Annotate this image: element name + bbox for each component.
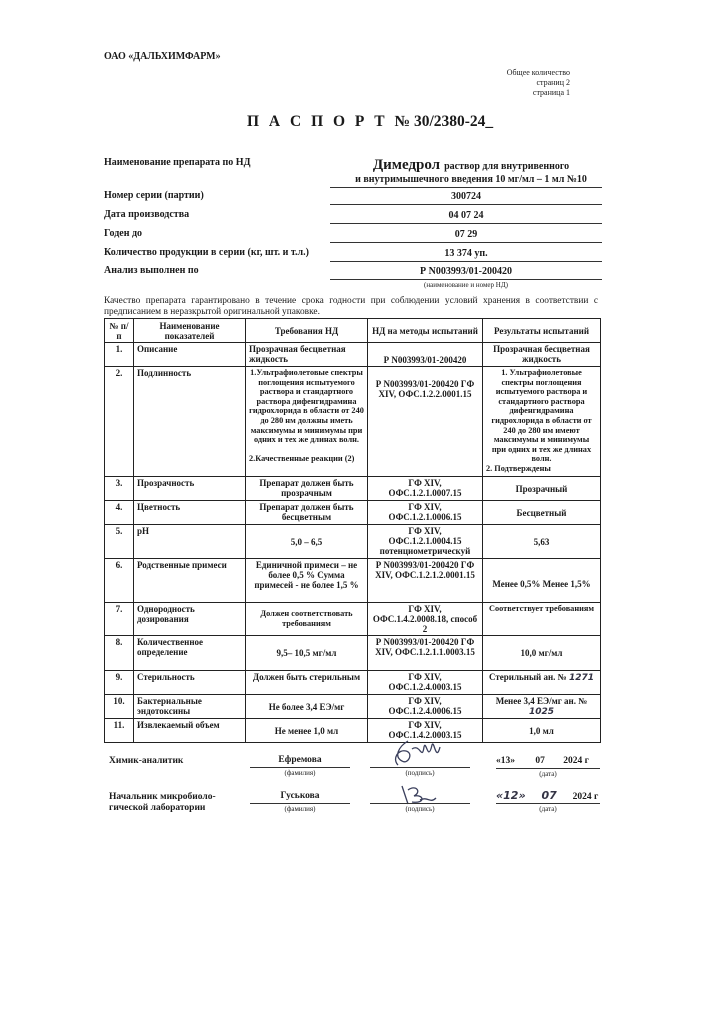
company-name: ОАО «ДАЛЬХИМФАРМ» [104, 51, 221, 62]
quantity-underline [330, 261, 602, 262]
handwritten-analysis-number: 1271 [568, 673, 594, 683]
head-date [496, 789, 600, 802]
row-num: 2. [105, 367, 134, 477]
row-method: ГФ XIV, ОФС.1.4.2.0003.15 [368, 719, 483, 743]
series-label: Номер серии (партии) [104, 190, 204, 201]
header-req: Требования НД [246, 319, 368, 343]
row-name: Однородность дозирования [134, 603, 246, 636]
guarantee-text: Качество препарата гарантировано в течение срока годности при соблюдении условий хранения в соответствии с предписанием в неразкрытой оригинальной упаковке. [104, 296, 598, 317]
row-req: 5,0 – 6,5 [246, 525, 368, 559]
table-row [105, 343, 601, 367]
table-row [105, 477, 601, 501]
row-name: Бактериальные эндотоксины [134, 695, 246, 719]
row-num: 10. [105, 695, 134, 719]
production-date-value: 04 07 24 [448, 210, 484, 221]
analysis-value: Р N003993/01-200420 [420, 266, 512, 277]
head-date-month: 07 [541, 789, 557, 802]
row-num: 1. [105, 343, 134, 367]
product-desc-1: раствор для внутривенного [444, 161, 570, 172]
row-method: Р N003993/01-200420 ГФ XIV, ОФС.1.2.1.1.0003.15 [368, 636, 483, 671]
chemist-surname: Ефремова [278, 755, 322, 765]
row-num: 3. [105, 477, 134, 501]
row-method: ГФ XIV, ОФС.1.2.4.0003.15 [368, 671, 483, 695]
row-method: ГФ XIV, ОФС.1.2.1.0004.15 потенциометрическуй [368, 525, 483, 559]
title-label: П А С П О Р Т [247, 113, 388, 130]
row-req: Должен быть стерильным [246, 671, 368, 695]
row-num: 8. [105, 636, 134, 671]
row-req: Должен соответствовать требованиям [246, 603, 368, 636]
page-info [480, 68, 570, 98]
head-label [109, 792, 216, 814]
row-name: Описание [134, 343, 246, 367]
row-result: Менее 0,5% Менее 1,5% [483, 559, 601, 603]
table-header-row [105, 319, 601, 343]
chemist-date-note: (дата) [539, 770, 557, 778]
row-result [483, 671, 601, 695]
production-date-underline [330, 223, 602, 224]
analysis-label: Анализ выполнен по [104, 265, 199, 276]
header-num: № п/п [105, 319, 134, 343]
product-name-block [340, 156, 602, 185]
row-name: Количественное определение [134, 636, 246, 671]
head-date-day: «12» [496, 789, 526, 802]
series-underline [330, 204, 602, 205]
row-req: Препарат должен быть прозрачным [246, 477, 368, 501]
expiry-label: Годен до [104, 228, 143, 239]
head-label-line1: Начальник микробиоло- [109, 792, 216, 802]
chemist-signature-line [370, 767, 470, 768]
chemist-date-day: «13» [496, 756, 515, 766]
chemist-date [496, 756, 600, 766]
row-name: Подлинность [134, 367, 246, 477]
row-name: Родственные примеси [134, 559, 246, 603]
head-surname-line [250, 803, 350, 804]
row-num: 9. [105, 671, 134, 695]
product-desc-2: и внутримышечного введения 10 мг/мл – 1 мл №10 [355, 174, 587, 185]
row-method: ГФ XIV, ОФС.1.4.2.0008.18, способ 2 [368, 603, 483, 636]
row-name: Цветность [134, 501, 246, 525]
series-value: 300724 [451, 191, 481, 202]
document-title [247, 113, 493, 131]
row-result: Соответствует требованиям [483, 603, 601, 636]
chemist-date-line [496, 768, 600, 769]
row-result: Прозрачная бесцветная жидкость [483, 343, 601, 367]
head-surname: Гуськова [280, 791, 320, 801]
chemist-label: Химик-аналитик [109, 756, 184, 766]
header-name: Наименование показателей [134, 319, 246, 343]
chemist-surname-note: (фамилия) [284, 769, 316, 777]
row-method: Р N003993/01-200420 [368, 343, 483, 367]
row-req: Не более 3,4 ЕЭ/мг [246, 695, 368, 719]
row-num: 7. [105, 603, 134, 636]
chemist-surname-line [250, 767, 350, 768]
row-name: Прозрачность [134, 477, 246, 501]
total-pages: Общее количество страниц 2 [506, 68, 570, 87]
row-method: Р N003993/01-200420 ГФ XIV, ОФС.1.2.2.0001.15 [368, 367, 483, 477]
head-signature-line [370, 803, 470, 804]
product-underline [330, 187, 602, 188]
handwritten-analysis-number: 1025 [528, 707, 555, 717]
row-req-part1: 1.Ультрафиолетовые спектры поглощения испытуемого раствора и стандартного раствора дифенгидрамина гидрохлорида в области от 240 до 280 нм должны иметь максимумы и минимумы при одних и тех же длинах волн. [249, 368, 364, 445]
analysis-underline [330, 279, 602, 280]
header-result: Результаты испытаний [483, 319, 601, 343]
table-row [105, 671, 601, 695]
row-result [483, 695, 601, 719]
row-result-text: Стерильный ан. № [489, 672, 567, 682]
quantity-value: 13 374 уп. [444, 248, 488, 259]
table-row [105, 603, 601, 636]
chemist-date-year: 2024 г [563, 756, 589, 766]
header-method: НД на методы испытаний [368, 319, 483, 343]
analysis-note: (наименование и номер НД) [424, 281, 508, 289]
chemist-signature [368, 735, 473, 771]
table-row [105, 367, 601, 477]
row-num: 6. [105, 559, 134, 603]
row-num: 5. [105, 525, 134, 559]
quantity-label: Количество продукции в серии (кг, шт. и т.л.) [104, 247, 309, 258]
passport-number: № 30/2380-24_ [394, 113, 494, 130]
production-date-label: Дата производства [104, 209, 190, 220]
head-signature-note: (подпись) [405, 805, 435, 813]
head-date-line [496, 803, 600, 804]
table-row [105, 525, 601, 559]
row-req [246, 367, 368, 477]
row-result: 10,0 мг/мл [483, 636, 601, 671]
row-result: 1,0 мл [483, 719, 601, 743]
row-req: Прозрачная бесцветная жидкость [246, 343, 368, 367]
chemist-date-month: 07 [535, 756, 545, 766]
row-name: pH [134, 525, 246, 559]
row-result [483, 367, 601, 477]
table-row [105, 719, 601, 743]
head-date-note: (дата) [539, 805, 557, 813]
results-table [104, 318, 601, 743]
row-result: Прозрачный [483, 477, 601, 501]
page-number: страница 1 [532, 88, 570, 97]
head-label-line2: гической лаборатории [109, 803, 206, 813]
row-req-part2: 2.Качественные реакции (2) [249, 453, 355, 463]
chemist-signature-note: (подпись) [405, 769, 435, 777]
row-req: 9,5– 10,5 мг/мл [246, 636, 368, 671]
row-result: Бесцветный [483, 501, 601, 525]
table-row [105, 559, 601, 603]
row-req: Не менее 1,0 мл [246, 719, 368, 743]
row-name: Стерильность [134, 671, 246, 695]
row-result: 5,63 [483, 525, 601, 559]
row-method: ГФ XIV, ОФС.1.2.1.0006.15 [368, 501, 483, 525]
product-name: Димедрол [372, 157, 441, 173]
expiry-value: 07 29 [454, 229, 478, 240]
row-num: 11. [105, 719, 134, 743]
row-req: Препарат должен быть бесцветным [246, 501, 368, 525]
head-date-year: 2024 г [572, 792, 599, 802]
row-req: Единичной примеси – не более 0,5 % Сумма примесей - не более 1,5 % [246, 559, 368, 603]
table-row [105, 636, 601, 671]
table-row [105, 501, 601, 525]
table-row [105, 695, 601, 719]
row-method: ГФ XIV, ОФС.1.2.1.0007.15 [368, 477, 483, 501]
product-label: Наименование препарата по НД [104, 157, 251, 168]
row-method: ГФ XIV, ОФС.1.2.4.0006.15 [368, 695, 483, 719]
row-result-part1: 1. Ультрафиолетовые спектры поглощения испытуемого раствора и стандартного раствора дифенгидрамина гидрохлорида в области от 240 до 280 нм имеют максимумы и минимумы при одних и тех же длинах волн. [491, 368, 592, 464]
row-method: Р N003993/01-200420 ГФ XIV, ОФС.1.2.1.2.0001.15 [368, 559, 483, 603]
head-surname-note: (фамилия) [284, 805, 316, 813]
row-num: 4. [105, 501, 134, 525]
expiry-underline [330, 242, 602, 243]
row-result-part2: 2. Подтверждены [486, 463, 551, 473]
row-name: Извлекаемый объем [134, 719, 246, 743]
row-result-text: Менее 3,4 ЕЭ/мг ан. № [495, 696, 588, 706]
